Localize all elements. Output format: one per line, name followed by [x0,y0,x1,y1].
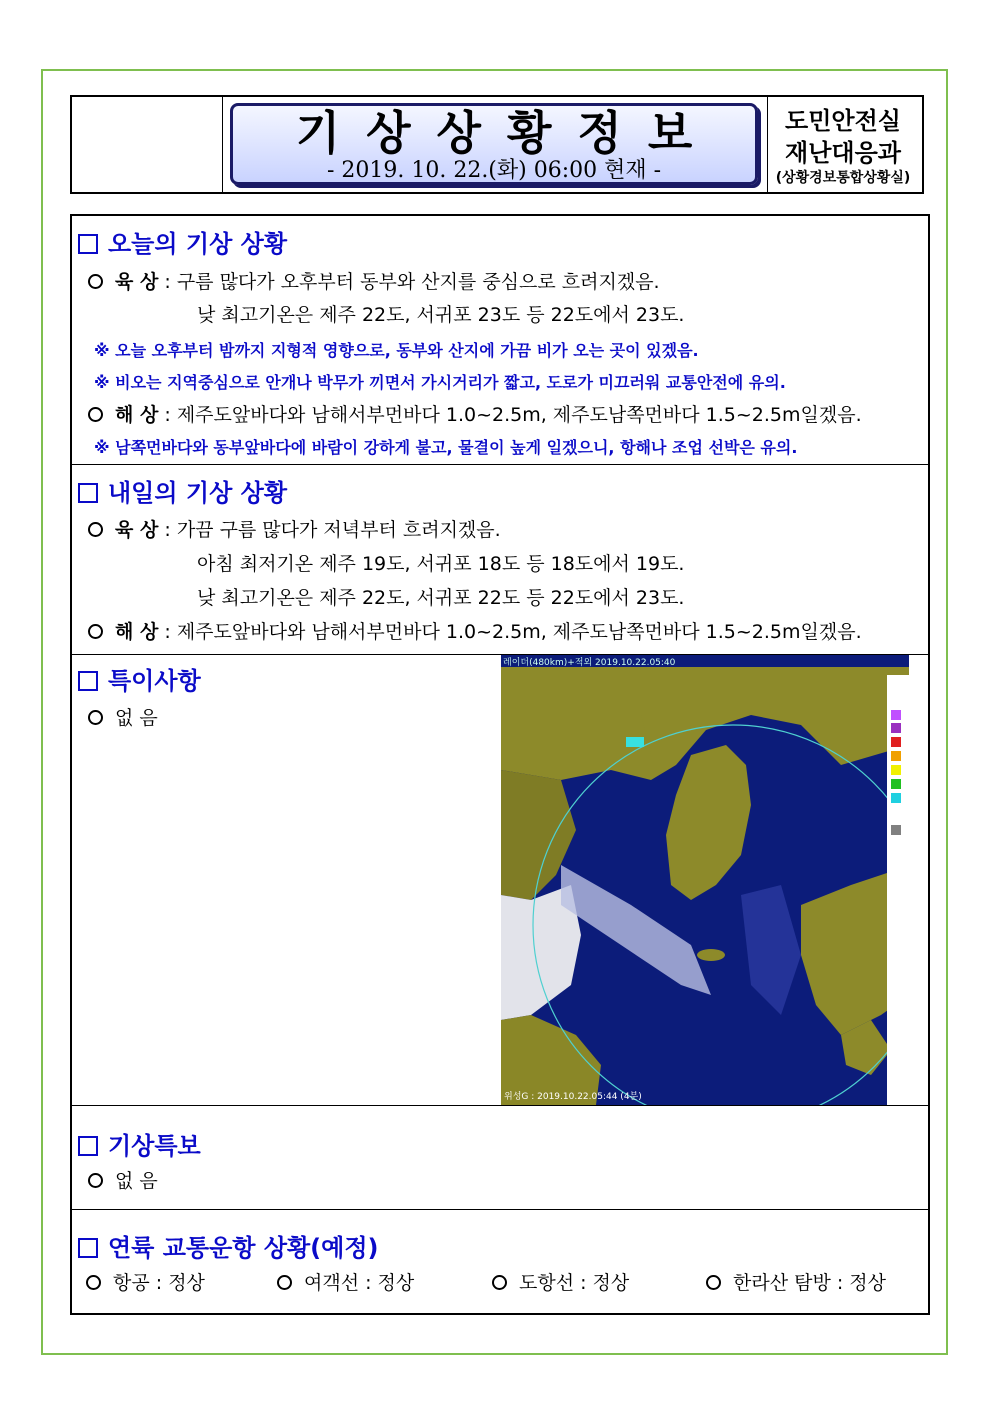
dept-division: 재난대응과 [785,139,901,167]
section-heading: 오늘의 기상 상황 [78,224,287,259]
circle-bullet-icon [277,1275,292,1290]
circle-bullet-icon [88,624,103,639]
today-note-rain: ※ 오늘 오후부터 밤까지 지형적 영향으로, 동부와 산지에 가끔 비가 오는 곳이 있겠음. [94,341,699,360]
section-transport [72,1210,928,1313]
circle-bullet-icon [88,710,103,725]
checkbox-icon [78,483,98,503]
section-heading: 특이사항 [78,661,201,696]
section-heading: 내일의 기상 상황 [78,473,287,508]
circle-bullet-icon [706,1275,721,1290]
transport-hallasan: 한라산 탐방 : 정상 [706,1268,886,1295]
today-land-temp: 낮 최고기온은 제주 22도, 서귀포 23도 등 22도에서 23도. [197,304,685,326]
transport-ferry: 여객선 : 정상 [277,1268,414,1295]
dept-name: 도민안전실 [785,107,901,135]
today-land-line: 육 상 : 구름 많다가 오후부터 동부와 산지를 중심으로 흐려지겠음. [88,267,660,294]
section-heading: 기상특보 [78,1126,201,1161]
today-sea-line: 해 상 : 제주도앞바다와 남해서부먼바다 1.0~2.5m, 제주도남쪽먼바다 1.5~2.5m일겠음. [88,400,862,427]
today-note-fog: ※ 비오는 지역중심으로 안개나 박무가 끼면서 가시거리가 짧고, 도로가 미끄러워 교통안전에 유의. [94,373,786,392]
section-tomorrow [72,465,928,655]
dept-office: (상황경보통합상황실) [775,170,911,186]
checkbox-icon [78,234,98,254]
checkbox-icon [78,671,98,691]
transport-air: 항공 : 정상 [86,1268,205,1295]
section-heading: 연륙 교통운항 상황(예정) [78,1228,379,1263]
report-datetime: - 2019. 10. 22.(화) 06:00 현재 - [326,158,662,183]
radar-satellite-image [501,655,909,1105]
title-box [230,103,758,185]
tomorrow-sea-line: 해 상 : 제주도앞바다와 남해서부먼바다 1.0~2.5m, 제주도남쪽먼바다 1.5~2.5m일겠음. [88,617,862,644]
tomorrow-land-line: 육 상 : 가끔 구름 많다가 저녁부터 흐려지겠음. [88,515,501,542]
today-note-sea: ※ 남쪽먼바다와 동부앞바다에 바람이 강하게 불고, 물결이 높게 일겠으니, 항해나 조업 선박은 유의. [94,438,798,457]
checkbox-icon [78,1136,98,1156]
section-warning [72,1106,928,1210]
circle-bullet-icon [88,407,103,422]
radar-map [501,655,909,1105]
tomorrow-high-temp: 낮 최고기온은 제주 22도, 서귀포 22도 등 22도에서 23도. [197,587,685,609]
image-caption-satellite: 위성G : 2019.10.22.05:44 (4분) [504,1092,642,1102]
warning-item: 없 음 [88,1166,158,1193]
circle-bullet-icon [88,274,103,289]
section-special [72,655,928,1106]
circle-bullet-icon [88,522,103,537]
report-body [70,214,930,1315]
tomorrow-low-temp: 아침 최저기온 제주 19도, 서귀포 18도 등 18도에서 19도. [197,553,685,575]
page-title: 기상상황정보 [295,106,719,160]
header-table [70,95,924,194]
checkbox-icon [78,1238,98,1258]
section-today [72,216,928,465]
circle-bullet-icon [88,1173,103,1188]
transport-island-boat: 도항선 : 정상 [492,1268,629,1295]
circle-bullet-icon [492,1275,507,1290]
image-caption-radar: 레이더(480km)+적외 2019.10.22.05:40 [503,658,676,668]
special-item: 없 음 [88,703,158,730]
circle-bullet-icon [86,1275,101,1290]
header-blank-cell [72,97,223,192]
